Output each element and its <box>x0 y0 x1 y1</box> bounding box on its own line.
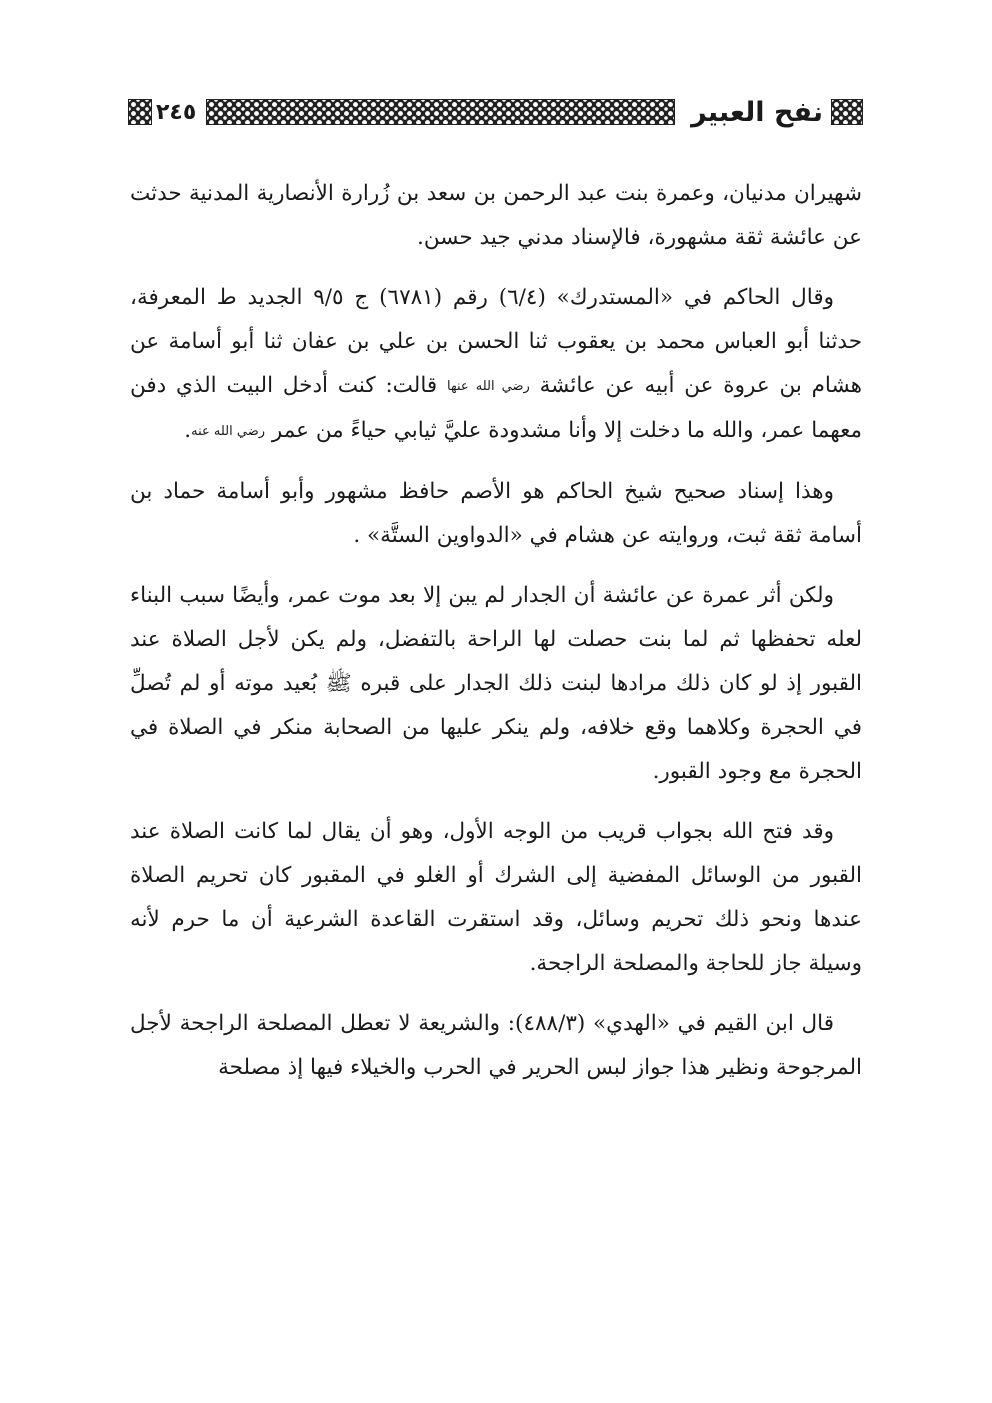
ornament-block-left <box>128 99 152 125</box>
page-header <box>128 92 863 132</box>
paragraph-6 <box>130 1002 862 1090</box>
ornament-band <box>206 99 675 125</box>
paragraph-1 <box>130 172 862 260</box>
paragraph-text: وقد فتح الله بجواب قريب من الوجه الأول، وهو أن يقال لما كانت الصلاة عند القبور من الوسائل المفضية إلى الشرك أو الغلو في المقبور كان تحريم الصلاة عندها ونحو ذلك تحريم وسائل، وقد استقرت القاعدة الشرعية أن ما حرم لأنه وسيلة جاز للحاجة والمصلحة الراجحة. <box>130 819 862 976</box>
paragraph-2 <box>130 276 862 454</box>
paragraph-text: ولكن أثر عمرة عن عائشة أن الجدار لم يبن إلا بعد موت عمر، وأيضًا سبب البناء لعله تحفظها ثم لما بنت حصلت لها الراحة بالتفضل، ولم يكن لأجل الصلاة عند القبور إذ لو كان ذلك مرادها لبنت ذلك الجدار على قبره <box>130 583 862 696</box>
paragraph-text: وهذا إسناد صحيح شيخ الحاكم هو الأصم حافظ مشهور وأبو أسامة حماد بن أسامة ثقة ثبت، وروايته عن هشام في «الدواوين الستَّة» . <box>130 479 862 548</box>
page-body <box>130 172 862 1106</box>
honorific-symbol: رضي الله عنها <box>447 379 530 394</box>
book-title: نفح العبير <box>691 96 823 128</box>
paragraph-text: قال ابن القيم في «الهدي» (٤٨٨/٣): والشريعة لا تعطل المصلحة الراجحة لأجل المرجوحة ونظير هذا جواز لبس الحرير في الحرب والخيلاء فيها إذ مصلحة <box>130 1011 862 1080</box>
ornament-block-right <box>831 99 863 125</box>
paragraph-text: بُعيد موته أو لم تُصلِّ في الحجرة وكلاهما وقع خلافه، ولم ينكر عليها من الصحابة منكر في الصلاة في الحجرة مع وجود القبور. <box>130 671 862 784</box>
page-number: ٢٤٥ <box>156 99 197 125</box>
honorific-symbol: ﷺ <box>325 671 352 696</box>
honorific-symbol: رضي الله عنه <box>191 424 266 439</box>
paragraph-4 <box>130 574 862 794</box>
paragraph-5 <box>130 810 862 986</box>
paragraph-text: شهيران مدنيان، وعمرة بنت عبد الرحمن بن سعد بن زُرارة الأنصارية المدنية حدثت عن عائشة ثقة مشهورة، فالإسناد مدني جيد حسن. <box>130 181 862 250</box>
paragraph-text: وقال الحاكم في «المستدرك» (٦/٤) رقم (٦٧٨١) ج ٩/٥ الجديد ط المعرفة، حدثنا أبو العباس محمد بن يعقوب ثنا الحسن بن علي بن عفان ثنا أبو أسامة عن هشام بن عروة عن أبيه عن عائشة <box>130 285 862 398</box>
paragraph-3 <box>130 470 862 558</box>
paragraph-text: قالت: كنت أدخل البيت الذي دفن معهما عمر، والله ما دخلت إلا وأنا مشدودة عليَّ ثيابي حياءً من عمر <box>130 373 862 443</box>
paragraph-text: . <box>184 418 192 443</box>
